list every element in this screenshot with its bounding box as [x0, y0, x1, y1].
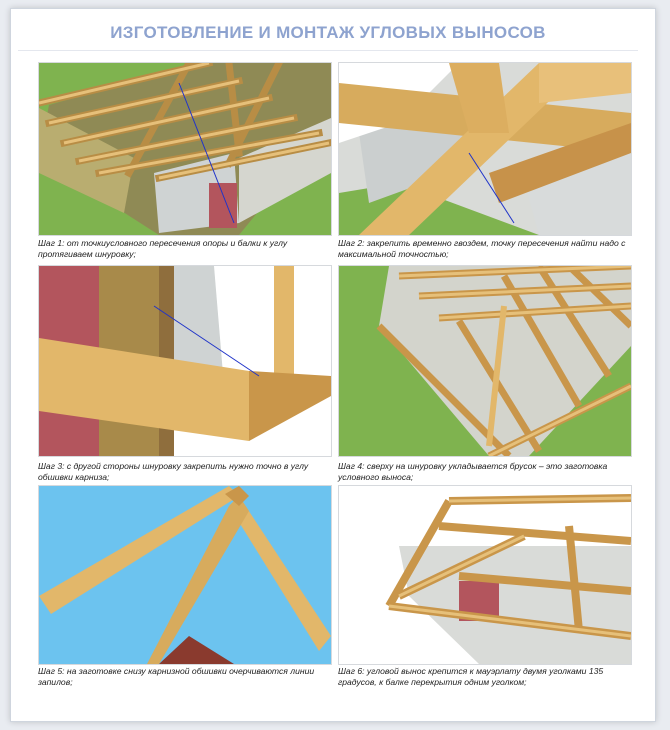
step-4-caption: Шаг 4: сверху на шнуровку укладывается брусок – это заготовка условного выноса;	[338, 461, 608, 482]
step-3-panel	[38, 265, 332, 480]
step-4-panel	[338, 265, 632, 480]
step-3-caption: Шаг 3: с другой стороны шнуровку закрепить нужно точно в углу обшивки карниза;	[38, 461, 309, 482]
step-6-panel	[338, 485, 632, 695]
step-5-caption: Шаг 5: на заготовке снизу карнизной обшивки очерчиваются линии запилов;	[38, 666, 315, 687]
step-3-illustration	[38, 265, 332, 457]
page-header	[18, 18, 638, 48]
step-1-illustration	[38, 62, 332, 236]
step-6-illustration	[338, 485, 632, 665]
step-1-caption: Шаг 1: от точкиусловного пересечения опоры и балки к углу протягиваем шнуровку;	[38, 238, 288, 259]
step-2-illustration	[338, 62, 632, 236]
step-5-illustration	[38, 485, 332, 665]
step-6-caption: Шаг 6: угловой вынос крепится к мауэрлату двумя уголками 135 градусов, к балке перекрытия одним уголком;	[338, 666, 604, 687]
step-5-panel	[38, 485, 332, 695]
step-2-panel	[338, 62, 632, 262]
step-2-caption: Шаг 2: закрепить временно гвоздем, точку пересечения найти надо с максимальной точностью;	[338, 238, 626, 259]
header-divider	[18, 50, 638, 51]
page-title: ИЗГОТОВЛЕНИЕ И МОНТАЖ УГЛОВЫХ ВЫНОСОВ	[110, 23, 546, 42]
step-1-panel	[38, 62, 332, 262]
step-4-illustration	[338, 265, 632, 457]
